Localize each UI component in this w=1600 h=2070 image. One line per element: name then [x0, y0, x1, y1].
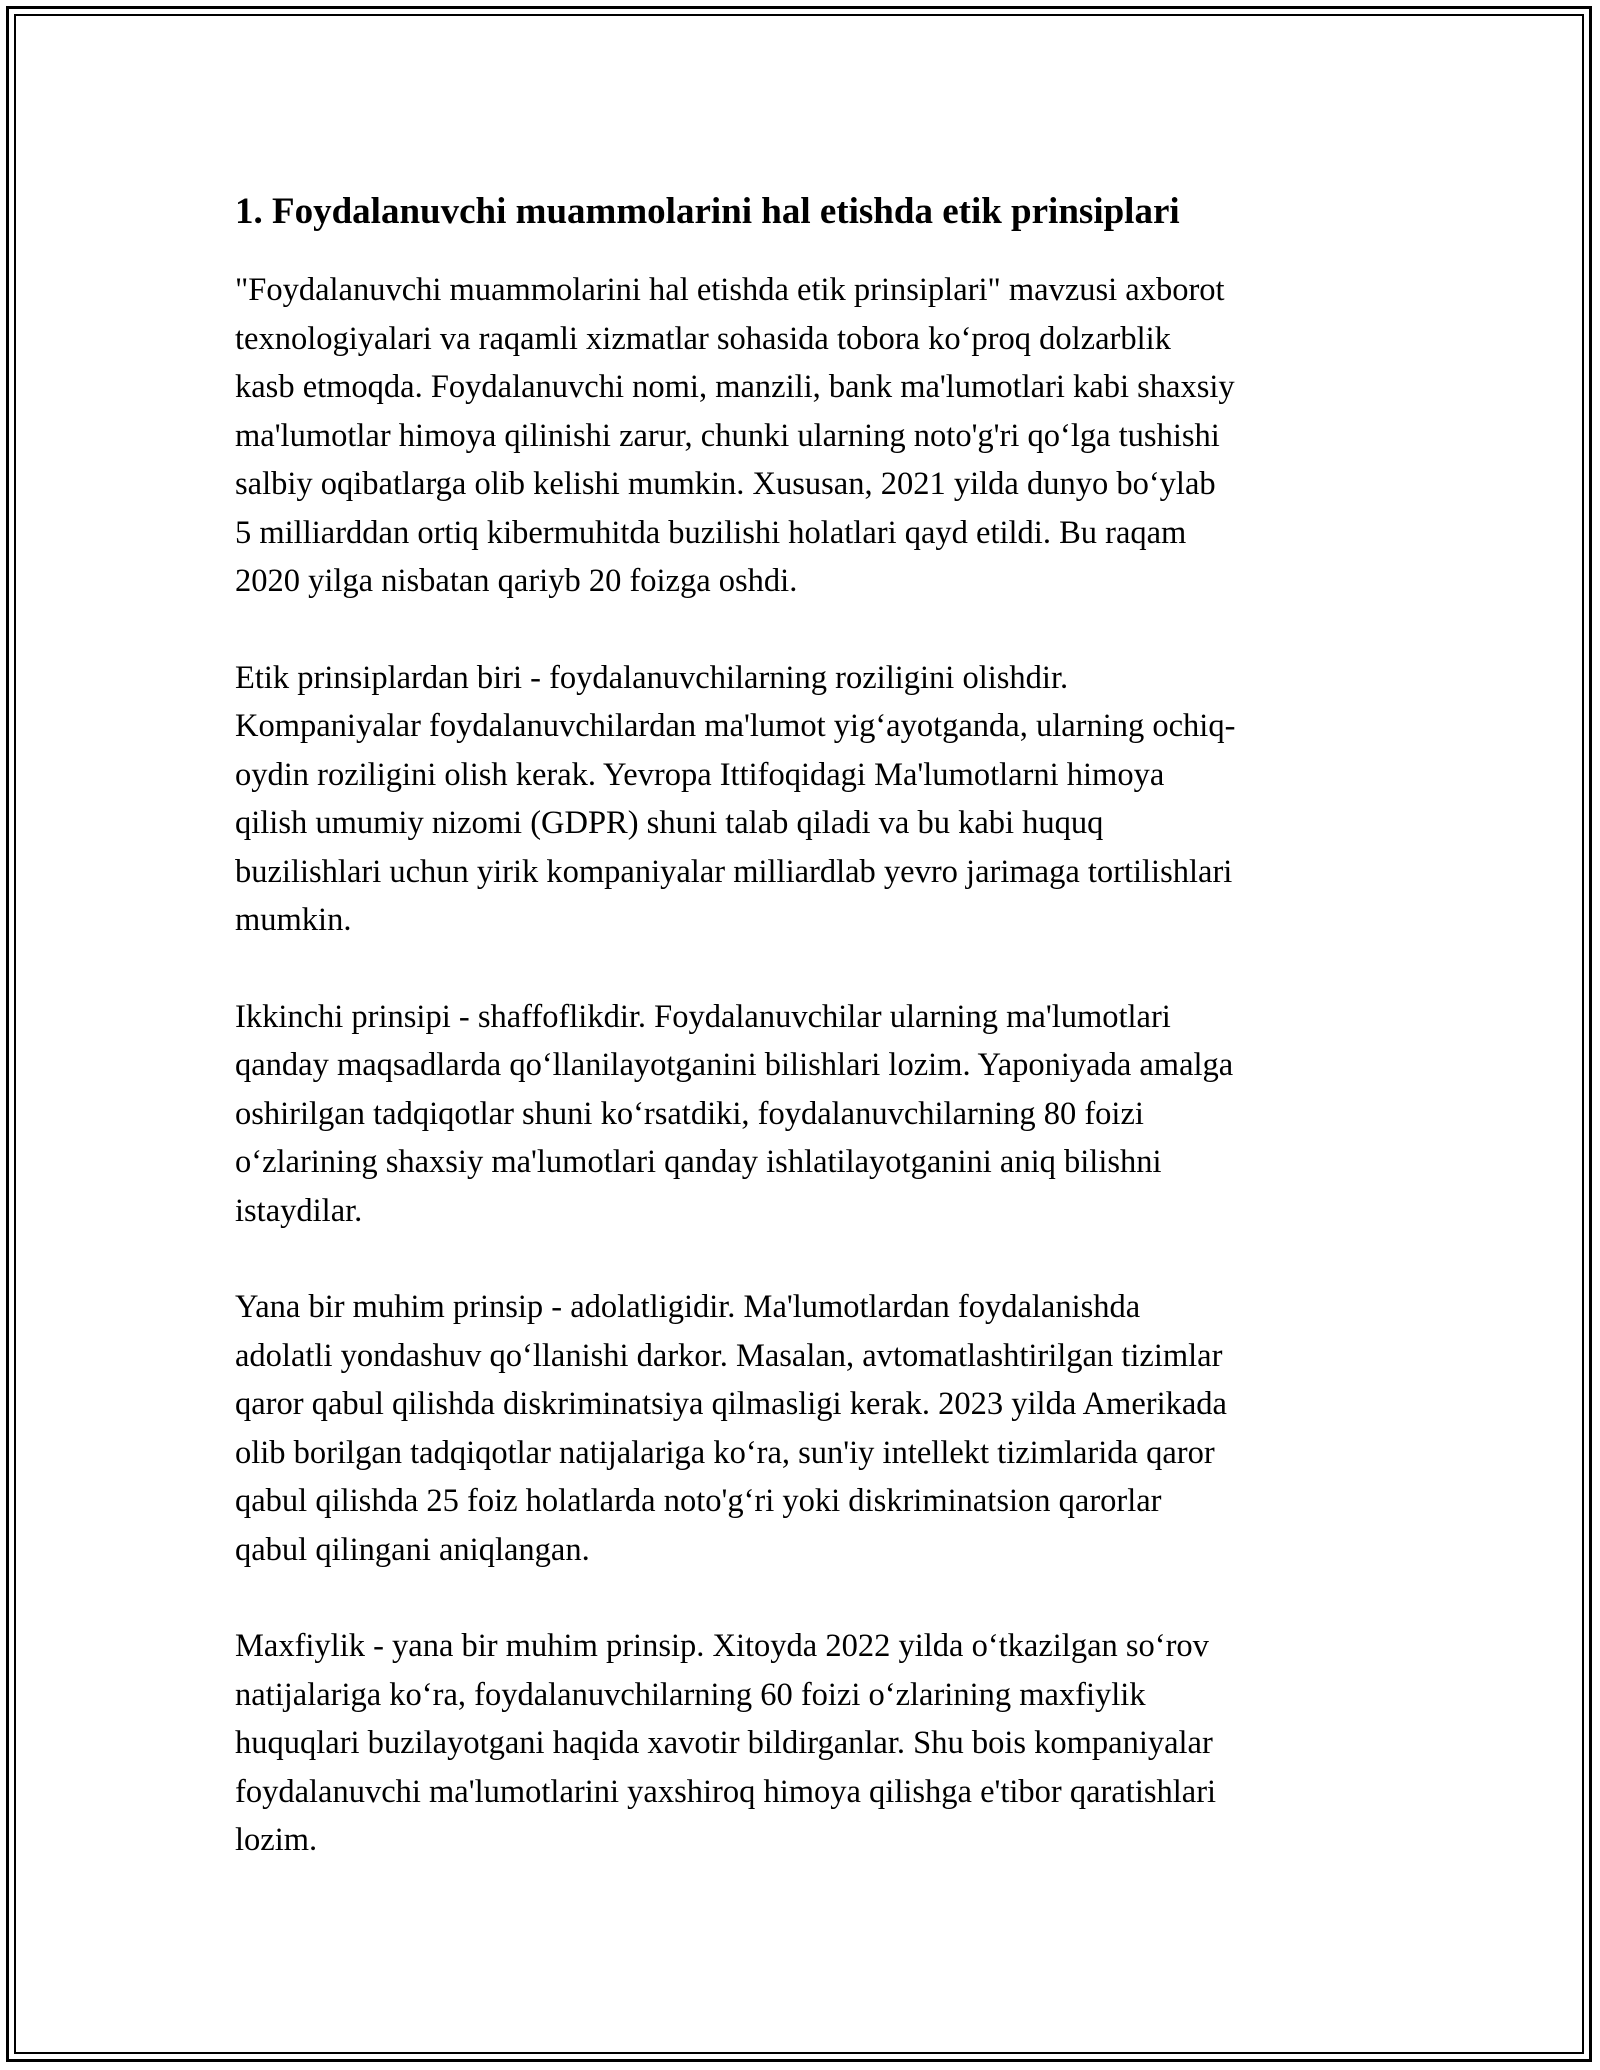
text-line: mumkin. — [235, 902, 352, 938]
text-line: Yana bir muhim prinsip - adolatligidir. Ma'lumotlardan foydalanishda — [235, 1289, 1141, 1325]
paragraph-1 — [235, 266, 1375, 606]
text-line: adolatli yondashuv qo‘llanishi darkor. Masalan, avtomatlashtirilgan tizimlar — [235, 1337, 1223, 1374]
paragraph-3 — [235, 993, 1375, 1236]
text-line: texnologiyalari va raqamli xizmatlar sohasida tobora ko‘proq dolzarblik — [235, 320, 1171, 357]
text-line: huquqlari buzilayotgani haqida xavotir bildirganlar. Shu bois kompaniyalar — [235, 1725, 1213, 1761]
text-line: 5 milliarddan ortiq kibermuhitda buzilishi holatlari qayd etildi. Bu raqam — [235, 514, 1187, 551]
text-line: qabul qilingani aniqlangan. — [235, 1531, 590, 1568]
text-line: qilish umumiy nizomi (GDPR) shuni talab qiladi va bu kabi huquq — [235, 805, 1104, 841]
text-line: salbiy oqibatlarga olib kelishi mumkin. Xususan, 2021 yilda dunyo bo‘ylab — [235, 466, 1216, 502]
text-line: ma'lumotlar himoya qilinishi zarur, chunki ularning noto'g'ri qo‘lga tushishi — [235, 417, 1220, 454]
paragraph-5 — [235, 1622, 1375, 1865]
text-line: Kompaniyalar foydalanuvchilardan ma'lumot yig‘ayotganda, ularning ochiq- — [235, 708, 1236, 744]
text-line: natijalariga ko‘ra, foydalanuvchilarning 60 foizi o‘zlarining maxfiylik — [235, 1676, 1146, 1713]
document-body — [235, 186, 1375, 1913]
text-line: Ikkinchi prinsipi - shaffoflikdir. Foydalanuvchilar ularning ma'lumotlari — [235, 998, 1171, 1035]
text-line: qaror qabul qilishda diskriminatsiya qilmasligi kerak. 2023 yilda Amerikada — [235, 1386, 1227, 1422]
text-line: 2020 yilga nisbatan qariyb 20 foizga oshdi. — [235, 563, 798, 599]
document-title: 1. Foydalanuvchi muammolarini hal etishda etik prinsiplari — [235, 191, 1180, 232]
paragraph-4 — [235, 1283, 1375, 1574]
text-line: lozim. — [235, 1822, 318, 1858]
text-line: o‘zlarining shaxsiy ma'lumotlari qanday ishlatilayotganini aniq bilishni — [235, 1144, 1162, 1180]
text-line: Etik prinsiplardan biri - foydalanuvchilarning roziligini olishdir. — [235, 659, 1069, 696]
text-line: istaydilar. — [235, 1192, 363, 1229]
text-line: oydin roziligini olish kerak. Yevropa Ittifoqidagi Ma'lumotlarni himoya — [235, 756, 1165, 793]
text-line: kasb etmoqda. Foydalanuvchi nomi, manzili, bank ma'lumotlari kabi shaxsiy — [235, 369, 1235, 405]
text-line: Maxfiylik - yana bir muhim prinsip. Xitoyda 2022 yilda o‘tkazilgan so‘rov — [235, 1628, 1209, 1664]
text-line: olib borilgan tadqiqotlar natijalariga ko‘ra, sun'iy intellekt tizimlarida qaror — [235, 1434, 1215, 1471]
text-line: buzilishlari uchun yirik kompaniyalar milliardlab yevro jarimaga tortilishlari — [235, 853, 1233, 890]
text-line: qabul qilishda 25 foiz holatlarda noto'g‘ri yoki diskriminatsion qarorlar — [235, 1483, 1162, 1519]
text-line: oshirilgan tadqiqotlar shuni ko‘rsatdiki, foydalanuvchilarning 80 foizi — [235, 1095, 1144, 1132]
text-line: foydalanuvchi ma'lumotlarini yaxshiroq himoya qilishga e'tibor qaratishlari — [235, 1773, 1217, 1810]
text-line: "Foydalanuvchi muammolarini hal etishda etik prinsiplari" mavzusi axborot — [235, 272, 1225, 308]
text-line: qanday maqsadlarda qo‘llanilayotganini bilishlari lozim. Yaponiyada amalga — [235, 1047, 1234, 1083]
paragraph-2 — [235, 654, 1375, 945]
